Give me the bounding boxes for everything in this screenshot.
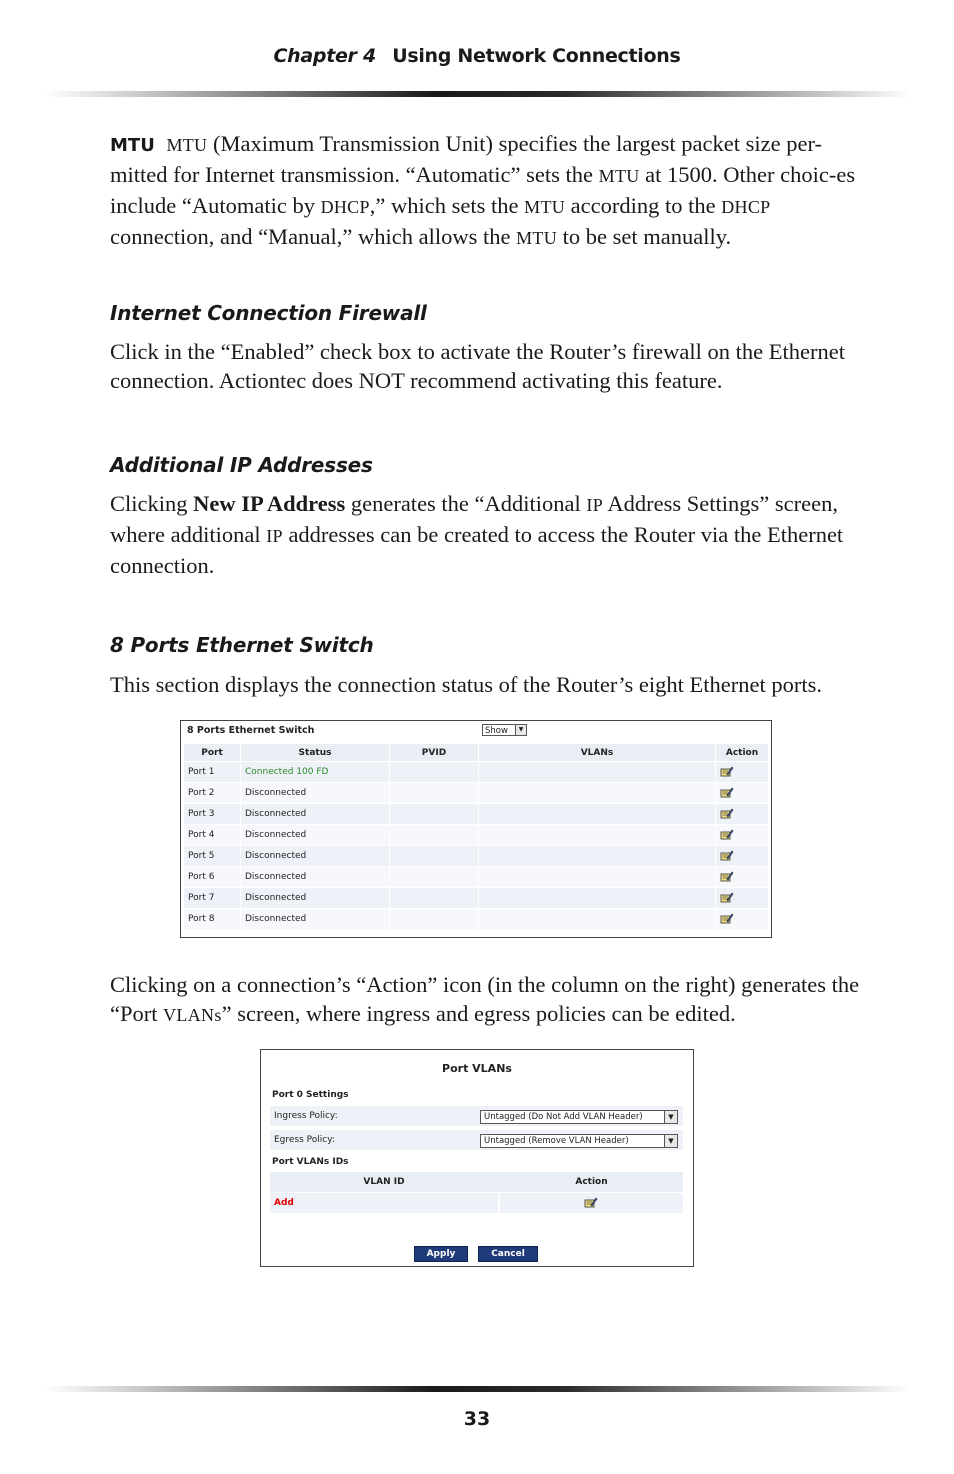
egress-policy-label: Egress Policy: (274, 1135, 335, 1145)
pvid-cell (390, 804, 479, 825)
abbr: MTU (524, 197, 566, 217)
port-cell: Port 6 (184, 867, 241, 888)
edit-icon[interactable] (720, 850, 734, 862)
port-vlans-title: Port VLANs (442, 1062, 512, 1075)
additional-ip-paragraph (110, 489, 870, 580)
pvid-cell (390, 909, 479, 930)
action-cell (716, 783, 769, 804)
column-divider (498, 1193, 500, 1213)
abbr: MTU (166, 135, 208, 155)
port-vlans-screenshot (260, 1049, 694, 1267)
vlan-ids-header-row (270, 1172, 683, 1192)
col-pvid: PVID (390, 744, 479, 762)
ports-table-title: 8 Ports Ethernet Switch (187, 725, 315, 736)
text: ,” which sets the (369, 193, 525, 218)
new-ip-address-term: New IP Address (193, 491, 346, 516)
add-vlan-icon[interactable] (584, 1197, 598, 1212)
port-cell: Port 3 (184, 804, 241, 825)
ingress-policy-row (270, 1106, 683, 1126)
show-select[interactable] (482, 724, 527, 736)
text: (Maximum Transmission Unit) specifies the largest packet size per-mitted for Internet transmission. “Automatic” sets the (110, 131, 822, 187)
add-vlan-row (270, 1193, 683, 1213)
vlans-cell (479, 762, 716, 783)
port-cell: Port 5 (184, 846, 241, 867)
egress-policy-row (270, 1130, 683, 1150)
action-cell (716, 867, 769, 888)
table-row (184, 867, 769, 888)
edit-icon[interactable] (720, 787, 734, 799)
port-cell: Port 1 (184, 762, 241, 783)
edit-icon[interactable] (720, 913, 734, 925)
switch-paragraph: This section displays the connection status of the Router’s eight Ethernet ports. (110, 672, 822, 697)
port-vlan-ids-heading: Port VLANs IDs (272, 1157, 349, 1167)
cancel-button[interactable]: Cancel (478, 1246, 538, 1262)
mtu-runin-label: MTU (110, 135, 155, 156)
add-vlan-link[interactable]: Add (274, 1198, 294, 1208)
show-select-value: Show (485, 726, 508, 736)
text: Address Settings” screen, where additional (110, 491, 838, 547)
ingress-policy-label: Ingress Policy: (274, 1111, 338, 1121)
abbr: DHCP (320, 197, 370, 217)
firewall-heading: Internet Connection Firewall (110, 301, 427, 325)
edit-icon[interactable] (720, 892, 734, 904)
edit-icon[interactable] (720, 766, 734, 778)
table-row (184, 804, 769, 825)
vlans-cell (479, 825, 716, 846)
text: ” screen, where ingress and egress policies can be edited. (221, 1001, 736, 1026)
text: generates the “Additional (345, 491, 587, 516)
action-cell (716, 846, 769, 867)
status-cell: Disconnected (241, 825, 390, 846)
abbr: IP (586, 495, 604, 515)
chevron-down-icon: ▼ (664, 1111, 677, 1123)
page-number: 33 (463, 1408, 491, 1430)
col-vlans: VLANs (479, 744, 716, 762)
ports-table (183, 743, 769, 930)
mtu-paragraph (110, 129, 870, 253)
col-action: Action (716, 744, 769, 762)
col-vlan-id: VLAN ID (363, 1177, 405, 1187)
action-cell (716, 804, 769, 825)
text: connection, and “Manual,” which allows the (110, 224, 517, 249)
status-cell: Disconnected (241, 909, 390, 930)
text: Clicking (110, 491, 194, 516)
table-row (184, 825, 769, 846)
pvid-cell (390, 846, 479, 867)
status-cell: Disconnected (241, 867, 390, 888)
top-rule (44, 91, 910, 97)
vlans-cell (479, 909, 716, 930)
status-cell: Connected 100 FD (241, 762, 390, 783)
table-row (184, 846, 769, 867)
pvid-cell (390, 783, 479, 804)
vlans-cell (479, 846, 716, 867)
abbr: IP (266, 526, 283, 546)
abbr: VLANs (163, 1005, 222, 1025)
port-cell: Port 7 (184, 888, 241, 909)
pvid-cell (390, 888, 479, 909)
status-cell: Disconnected (241, 846, 390, 867)
chapter-label: Chapter 4 (273, 45, 376, 67)
action-cell (716, 888, 769, 909)
abbr: MTU (598, 166, 640, 186)
action-cell (716, 909, 769, 930)
pvid-cell (390, 867, 479, 888)
status-cell: Disconnected (241, 888, 390, 909)
ingress-policy-select[interactable] (480, 1110, 678, 1124)
running-header (0, 45, 954, 67)
table-row (184, 909, 769, 930)
edit-icon[interactable] (720, 829, 734, 841)
port-cell: Port 2 (184, 783, 241, 804)
vlans-cell (479, 888, 716, 909)
ports-switch-screenshot (180, 720, 772, 938)
text: according to the (565, 193, 722, 218)
additional-ip-heading: Additional IP Addresses (110, 453, 373, 477)
col-port: Port (184, 744, 241, 762)
port-settings-heading: Port 0 Settings (272, 1090, 349, 1100)
egress-policy-value: Untagged (Remove VLAN Header) (484, 1136, 629, 1146)
status-cell: Disconnected (241, 783, 390, 804)
action-paragraph (110, 970, 870, 1030)
chapter-title: Using Network Connections (392, 45, 681, 67)
edit-icon[interactable] (720, 871, 734, 883)
pvid-cell (390, 762, 479, 783)
action-cell (716, 825, 769, 846)
col-action: Action (575, 1177, 608, 1187)
action-cell (716, 762, 769, 783)
ingress-policy-value: Untagged (Do Not Add VLAN Header) (484, 1112, 643, 1122)
vlans-cell (479, 867, 716, 888)
vlans-cell (479, 804, 716, 825)
chevron-down-icon: ▼ (515, 725, 526, 735)
egress-policy-select[interactable] (480, 1134, 678, 1148)
vlans-cell (479, 783, 716, 804)
text: to be set manually. (557, 224, 732, 249)
table-row (184, 762, 769, 783)
port-cell: Port 4 (184, 825, 241, 846)
abbr: DHCP (721, 197, 771, 217)
status-cell: Disconnected (241, 804, 390, 825)
abbr: MTU (516, 228, 558, 248)
text: Clicking on a connection’s “Action” icon (in the column on the right) generates the “Port (110, 972, 860, 1026)
apply-button[interactable]: Apply (414, 1246, 468, 1262)
table-row (184, 783, 769, 804)
pvid-cell (390, 825, 479, 846)
text: addresses can be created to access the Router via the Ethernet connection. (110, 522, 844, 578)
col-status: Status (241, 744, 390, 762)
table-row (184, 888, 769, 909)
firewall-paragraph: Click in the “Enabled” check box to activate the Router’s firewall on the Ethernet connection. Actiontec does NOT recommend activating this feature. (110, 339, 845, 393)
switch-heading: 8 Ports Ethernet Switch (110, 633, 374, 657)
port-cell: Port 8 (184, 909, 241, 930)
text: at 1500. Other choic-es include “Automatic by (110, 162, 856, 218)
bottom-rule (44, 1386, 910, 1392)
chevron-down-icon: ▼ (664, 1135, 677, 1147)
edit-icon[interactable] (720, 808, 734, 820)
